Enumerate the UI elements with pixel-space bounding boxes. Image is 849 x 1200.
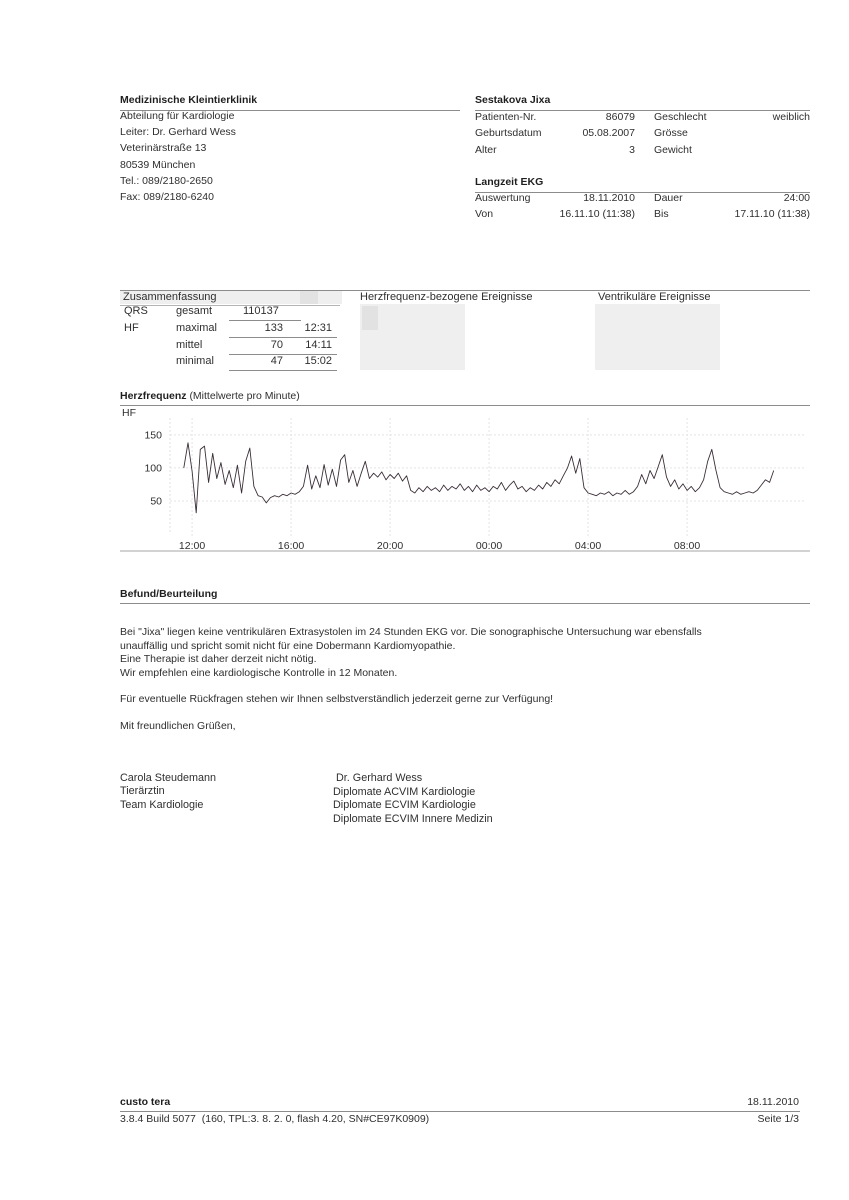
signature-left-line: Tierärztin xyxy=(120,785,165,797)
summary-row-label: maximal xyxy=(176,322,217,334)
footer-software: custo tera xyxy=(120,1096,171,1108)
y-tick-label: 50 xyxy=(150,495,162,508)
x-tick-label: 08:00 xyxy=(673,540,701,552)
clinic-fax: Fax: 089/2180-6240 xyxy=(120,191,214,203)
patient-sex-value: weiblich xyxy=(772,111,810,123)
footer-rule xyxy=(120,1111,800,1112)
footer-page-number: Seite 1/3 xyxy=(757,1113,799,1125)
patient-weight-label: Gewicht xyxy=(654,144,692,156)
ecg-to-value: 17.11.10 (11:38) xyxy=(734,208,810,220)
findings-rule xyxy=(120,603,810,604)
summary-row-group: QRS xyxy=(124,305,148,317)
findings-line: Wir empfehlen eine kardiologische Kontrolle in 12 Monaten. xyxy=(120,667,398,679)
summary-row-label: mittel xyxy=(176,339,203,351)
signature-right-line: Diplomate ACVIM Kardiologie xyxy=(333,786,476,798)
x-tick-label: 20:00 xyxy=(376,540,404,552)
summary-cell-rule xyxy=(229,370,337,371)
signature-left-line: Team Kardiologie xyxy=(120,799,204,811)
greeting: Mit freundlichen Grüßen, xyxy=(120,720,236,732)
clinic-head: Leiter: Dr. Gerhard Wess xyxy=(120,126,236,138)
signature-left-line: Carola Steudemann xyxy=(120,772,217,784)
x-tick-label: 04:00 xyxy=(574,540,602,552)
hr-events-title: Herzfrequenz-bezogene Ereignisse xyxy=(360,291,533,303)
signature-right-line: Diplomate ECVIM Kardiologie xyxy=(333,799,476,811)
x-tick-label: 16:00 xyxy=(277,540,305,552)
scan-shading xyxy=(595,304,720,370)
clinic-street: Veterinärstraße 13 xyxy=(120,142,207,154)
patient-age-label: Alter xyxy=(475,144,497,156)
clinic-city: 80539 München xyxy=(120,159,196,171)
y-tick-label: 150 xyxy=(144,429,162,442)
patient-age-value: 3 xyxy=(629,144,635,156)
summary-row-time: 14:11 xyxy=(305,339,332,351)
summary-row-value: 133 xyxy=(264,322,283,334)
summary-cell-rule xyxy=(229,320,301,321)
summary-row-label: gesamt xyxy=(176,305,213,317)
ecg-from-label: Von xyxy=(475,208,494,220)
signature-right-line: Diplomate ECVIM Innere Medizin xyxy=(333,813,493,825)
x-tick-label: 00:00 xyxy=(475,540,503,552)
chart-subtitle: (Mittelwerte pro Minute) xyxy=(189,390,300,402)
ventricular-events-title: Ventrikuläre Ereignisse xyxy=(598,291,711,303)
chart-heading xyxy=(120,390,300,403)
summary-cell-rule xyxy=(229,337,337,338)
patient-height-label: Grösse xyxy=(654,127,688,139)
signature-right-line: Dr. Gerhard Wess xyxy=(336,772,423,784)
ecg-evaluation-value: 18.11.2010 xyxy=(583,192,635,204)
closing-note: Für eventuelle Rückfragen stehen wir Ihnen selbstverständlich jederzeit gerne zur Verfügung! xyxy=(120,693,554,705)
findings-line: unauffällig und spricht somit nicht für eine Dobermann Kardiomyopathie. xyxy=(120,640,456,652)
patient-id-label: Patienten-Nr. xyxy=(475,111,537,123)
patient-name: Sestakova Jixa xyxy=(475,94,551,106)
ecg-to-label: Bis xyxy=(654,208,669,220)
x-tick-label: 12:00 xyxy=(178,540,206,552)
summary-row-label: minimal xyxy=(176,355,214,367)
heart-rate-chart xyxy=(120,406,810,552)
summary-row-value: 110137 xyxy=(243,305,279,317)
patient-sex-label: Geschlecht xyxy=(654,111,707,123)
clinic-department: Abteilung für Kardiologie xyxy=(120,110,235,122)
footer-date: 18.11.2010 xyxy=(747,1096,799,1108)
ecg-evaluation-label: Auswertung xyxy=(475,192,531,204)
summary-header-rule xyxy=(120,305,340,306)
ecg-duration-label: Dauer xyxy=(654,192,683,204)
clinic-name: Medizinische Kleintierklinik xyxy=(120,94,258,106)
findings-heading: Befund/Beurteilung xyxy=(120,588,218,600)
summary-row-time: 15:02 xyxy=(304,355,332,367)
ecg-from-value: 16.11.10 (11:38) xyxy=(559,208,635,220)
summary-row-group: HF xyxy=(124,322,139,334)
chart-title: Herzfrequenz xyxy=(120,390,187,402)
summary-row-value: 47 xyxy=(270,355,283,367)
scan-shading xyxy=(300,291,318,304)
findings-line: Bei "Jixa" liegen keine ventrikulären Extrasystolen im 24 Stunden EKG vor. Die sonographische Untersuchung war ebensfalls xyxy=(120,626,702,638)
patient-id-value: 86079 xyxy=(605,111,635,123)
summary-row-time: 12:31 xyxy=(304,322,332,334)
scan-shading xyxy=(362,306,378,330)
summary-row-value: 70 xyxy=(270,339,283,351)
findings-line: Eine Therapie ist daher derzeit nicht nötig. xyxy=(120,653,317,665)
footer-build: 3.8.4 Build 5077 (160, TPL:3. 8. 2. 0, flash 4.20, SN#CE97K0909) xyxy=(120,1113,430,1125)
patient-dob-value: 05.08.2007 xyxy=(582,127,635,139)
ecg-title: Langzeit EKG xyxy=(475,176,544,188)
patient-dob-label: Geburtsdatum xyxy=(475,127,542,139)
y-axis-label: HF xyxy=(122,407,136,419)
y-tick-label: 100 xyxy=(144,462,162,475)
summary-title: Zusammenfassung xyxy=(123,291,217,303)
heart-rate-series-line xyxy=(184,443,774,513)
ecg-duration-value: 24:00 xyxy=(783,192,810,204)
clinic-phone: Tel.: 089/2180-2650 xyxy=(120,175,213,187)
